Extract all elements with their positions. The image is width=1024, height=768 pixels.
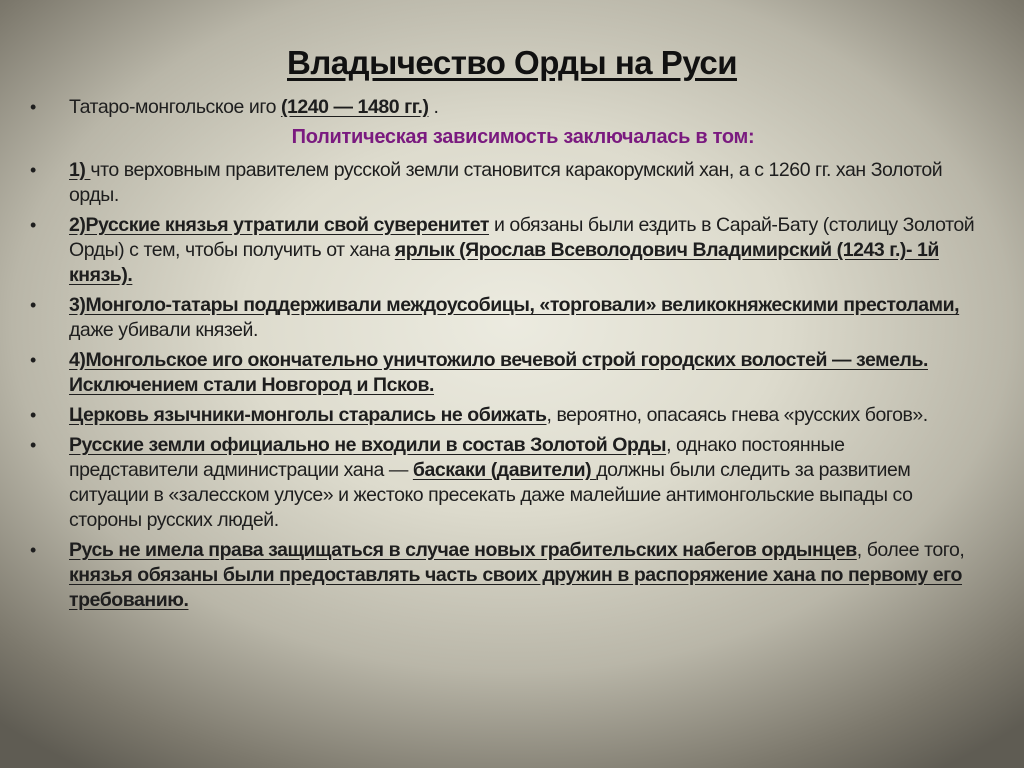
text-segment: , однако постоянные представители администрации хана — (69, 434, 845, 481)
text-segment: даже убивали князей. (69, 319, 258, 341)
bullet-intro (28, 95, 978, 120)
bullet-item (28, 213, 978, 288)
text-segment: должны были следить за развитием ситуации в «залесском улусе» и жестоко пресекать даже малейшие антимонгольские выпады со стороны русских людей. (69, 459, 913, 531)
text-segment: , более того, (856, 539, 965, 561)
slide-subtitle: Политическая зависимость заключалась в том: (291, 126, 755, 148)
emphasized-text: князья обязаны были предоставлять часть своих дружин в распоряжение хана по первому его требованию. (69, 564, 963, 611)
emphasized-text: (1240 — 1480 гг.) (280, 96, 429, 118)
text-segment: и обязаны были ездить в Сарай-Бату (столицу Золотой Орды) с тем, чтобы получить от хана (69, 214, 975, 261)
emphasized-text: баскаки (давители) (412, 459, 597, 481)
slide-content (28, 95, 978, 618)
emphasized-text: 4)Монгольское иго окончательно уничтожило вечевой строй городских волостей — земель. Исключением стали Новгород и Псков. (69, 349, 928, 396)
bullet-item (28, 293, 978, 343)
bullet-list (28, 158, 978, 613)
bullet-item (28, 433, 978, 533)
emphasized-text: Русь не имела права защищаться в случае новых грабительских набегов ордынцев (69, 539, 857, 561)
bullet-item (28, 403, 978, 428)
text-segment: Татаро-монгольское иго (69, 96, 281, 118)
emphasized-text: 2)Русские князья утратили свой суверенитет (69, 214, 489, 236)
emphasized-text: Церковь язычники-монголы старались не обижать (69, 404, 547, 426)
emphasized-text: ярлык (Ярослав Всеволодович Владимирский (1243 г.)- 1й князь). (69, 239, 939, 286)
slide-title: Владычество Орды на Руси (287, 44, 737, 81)
emphasized-text: Русские земли официально не входили в состав Золотой Орды (69, 434, 667, 456)
text-segment: . (428, 96, 439, 118)
bullet-item (28, 158, 978, 208)
text-segment: что верховным правителем русской земли становится каракорумский хан, а с 1260 гг. хан Золотой орды. (69, 159, 943, 206)
text-segment: , вероятно, опасаясь гнева «русских богов». (546, 404, 928, 426)
emphasized-text: 3)Монголо-татары поддерживали междоусобицы, «торговали» великокняжескими престолами, (69, 294, 960, 316)
emphasized-text: 1) (69, 159, 91, 181)
bullet-item (28, 348, 978, 398)
bullet-item (28, 538, 978, 613)
